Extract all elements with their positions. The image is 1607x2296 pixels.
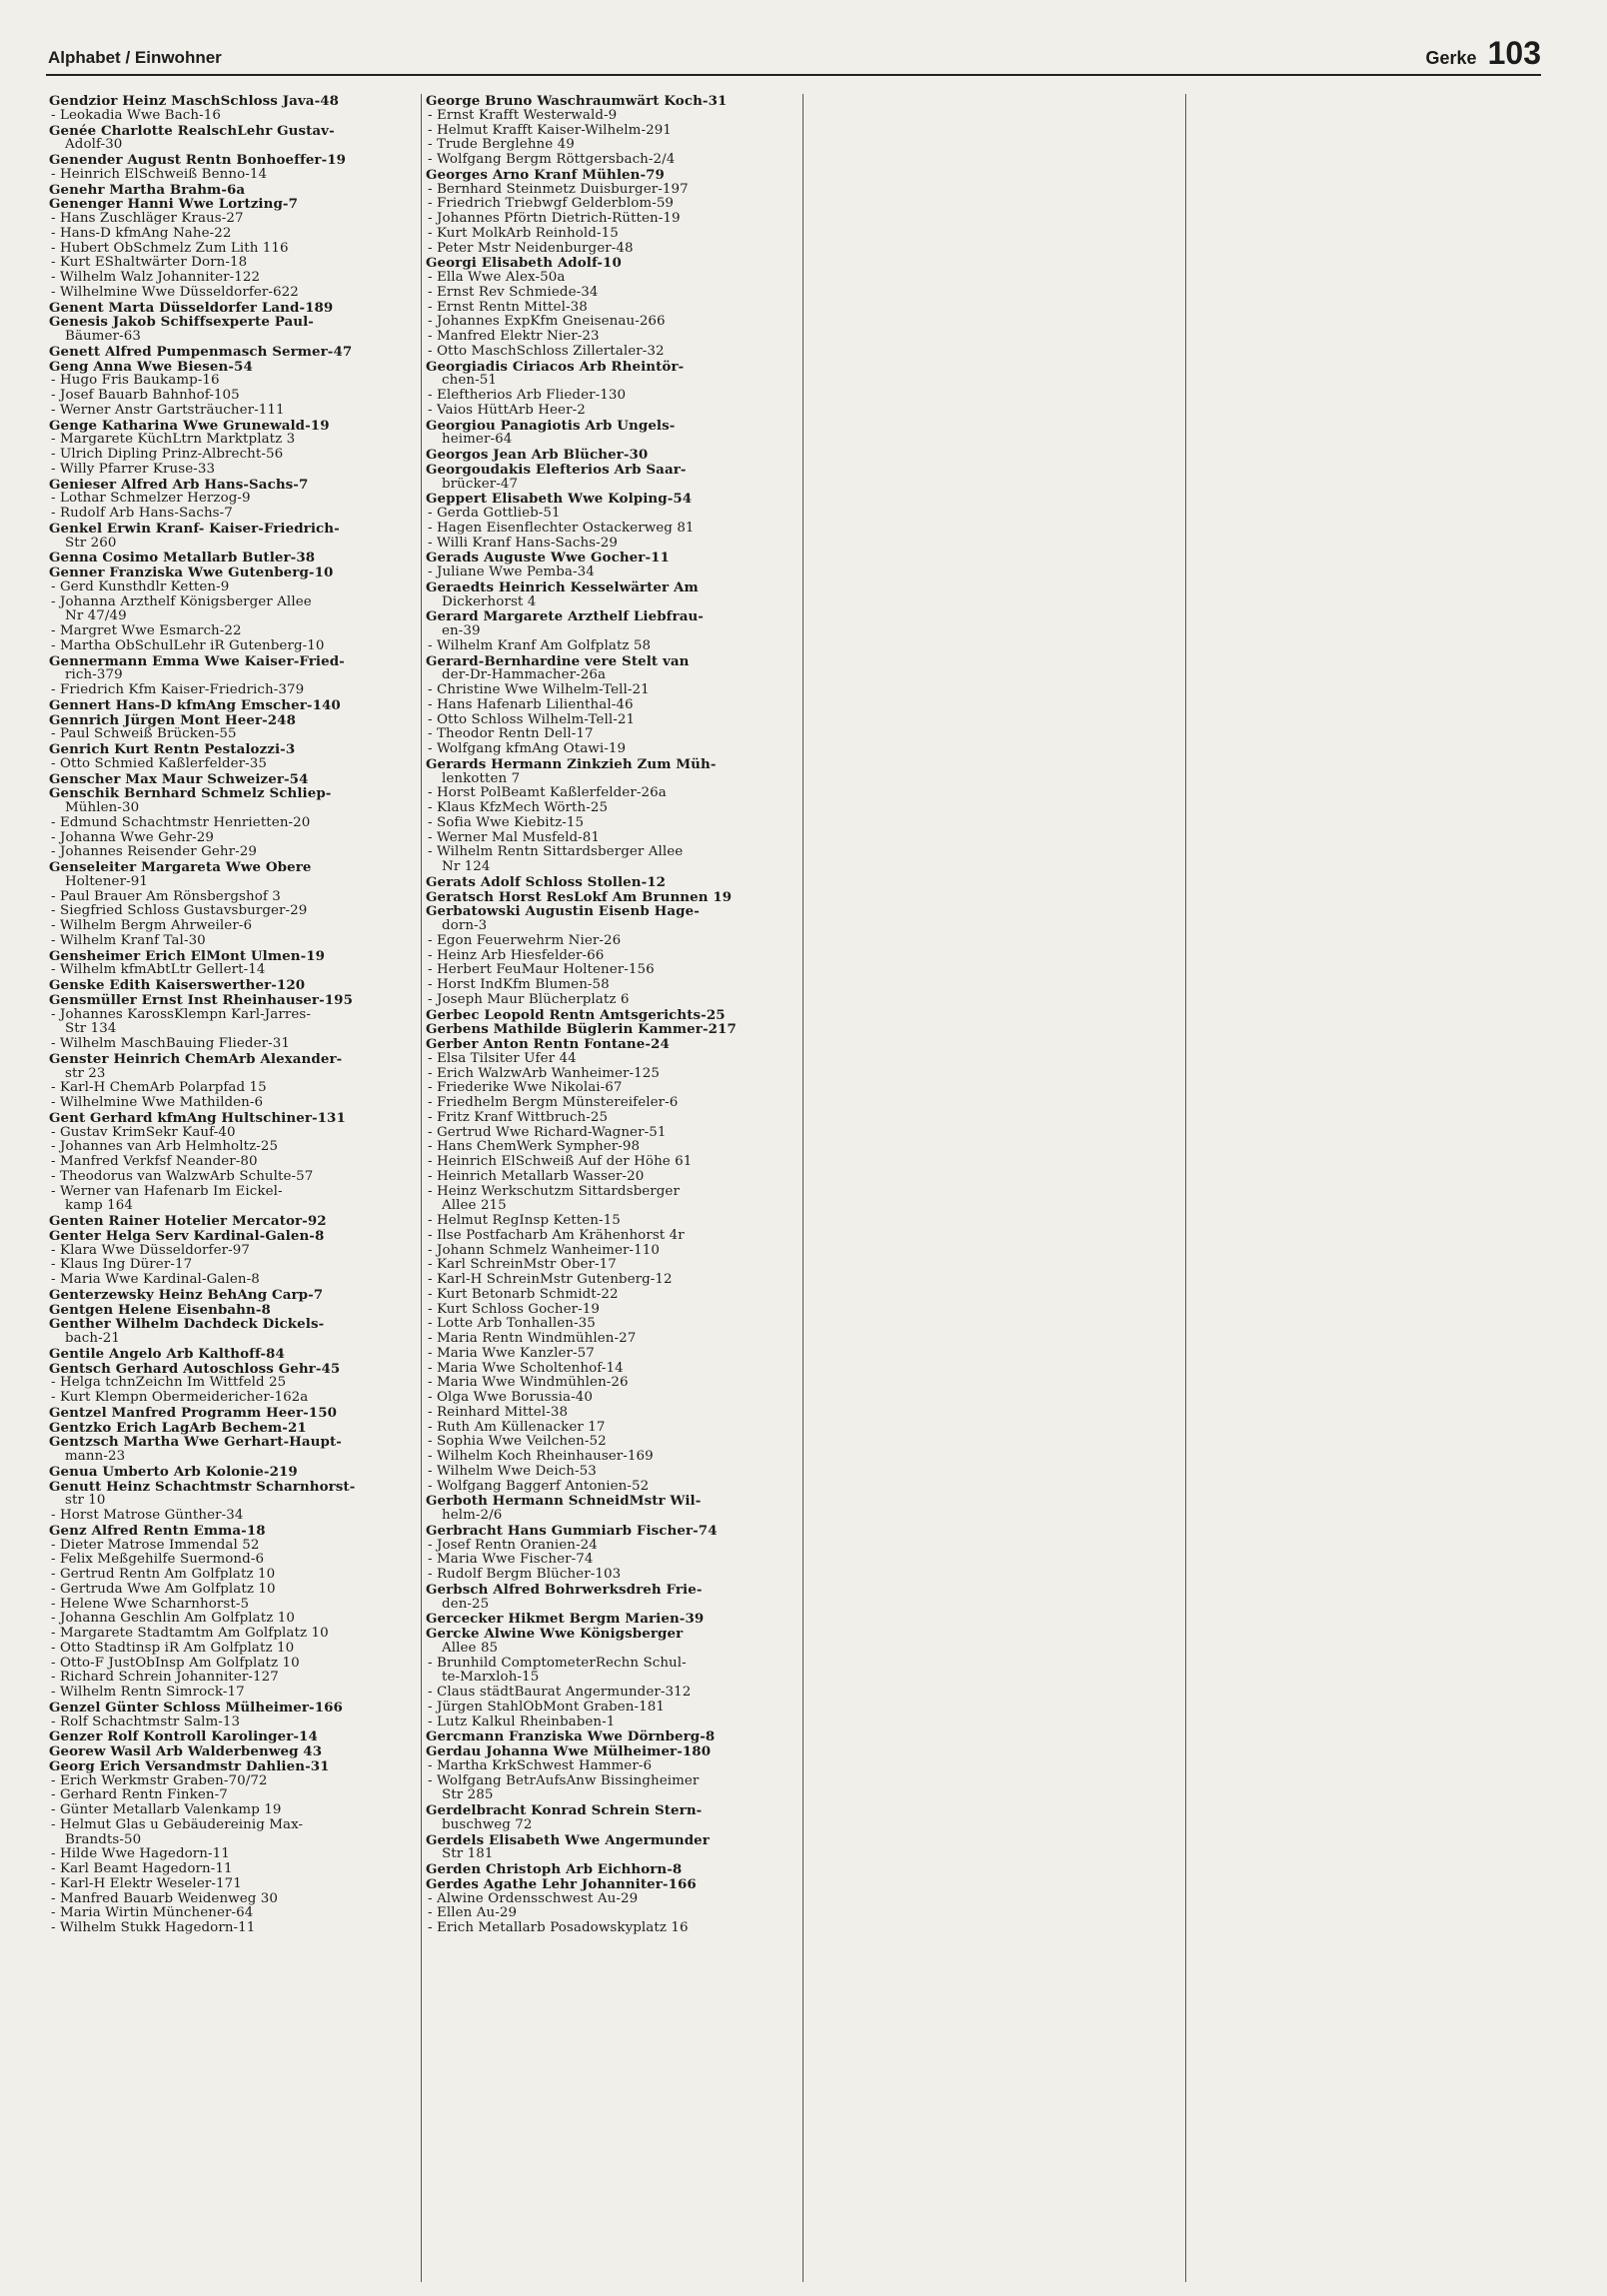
directory-entry: - Ella Wwe Alex-50a: [428, 271, 566, 285]
directory-entry: - Hans Hafenarb Lilienthal-46: [428, 697, 634, 712]
directory-entry: - Gertrud Wwe Richard-Wagner-51: [428, 1125, 667, 1140]
directory-entry: - Johannes KarossKlempn Karl-Jarres-: [51, 1007, 311, 1022]
directory-entry: - Elsa Tilsiter Ufer 44: [428, 1051, 577, 1066]
directory-entry: - Karl SchreinMstr Ober-17: [428, 1258, 617, 1273]
directory-entry: Gerards Hermann Zinkzieh Zum Müh-: [426, 756, 717, 772]
directory-entry: - Wolfgang Baggerf Antonien-52: [428, 1479, 650, 1494]
directory-entry: - Martha KrkSchwest Hammer-6: [428, 1758, 653, 1773]
directory-entry: - Friederike Wwe Nikolai-67: [428, 1081, 623, 1096]
directory-entry: - Wilhelmine Wwe Mathilden-6: [51, 1096, 264, 1110]
directory-entry: - Kurt Klempn Obermeidericher-162a: [51, 1391, 309, 1405]
directory-entry: Geraedts Heinrich Kesselwärter Am: [426, 579, 699, 595]
directory-entry: Genehr Martha Brahm-6a: [49, 182, 246, 198]
entry-continuation: Allee 215: [442, 1199, 507, 1214]
entry-continuation: Nr 124: [442, 860, 491, 874]
entry-continuation: den-25: [442, 1597, 490, 1612]
directory-entry: - Wilhelm Kranf Tal-30: [51, 933, 206, 948]
directory-entry: Georew Wasil Arb Walderbenweg 43: [49, 1744, 323, 1759]
directory-entry: - Kurt EShaltwärter Dorn-18: [51, 256, 248, 271]
directory-entry: - Werner Mal Musfeld-81: [428, 830, 601, 845]
entry-continuation: str 10: [65, 1494, 106, 1509]
directory-entry: - Ernst Rev Schmiede-34: [428, 285, 599, 300]
directory-entry: - Wilhelm MaschBauing Flieder-31: [51, 1037, 290, 1051]
directory-entry: Geratsch Horst ResLokf Am Brunnen 19: [426, 889, 733, 905]
directory-entry: - Leokadia Wwe Bach-16: [51, 108, 221, 123]
entry-continuation: mann-23: [65, 1450, 126, 1464]
directory-entry: Genner Franziska Wwe Gutenberg-10: [49, 566, 334, 580]
column-divider: [803, 94, 804, 2282]
directory-entry: - Erich Werkmstr Graben-70/72: [51, 1773, 268, 1788]
directory-entry: - Karl-H ChemArb Polarpfad 15: [51, 1081, 267, 1096]
directory-entry: Geppert Elisabeth Wwe Kolping-54: [426, 492, 693, 507]
directory-entry: - Felix Meßgehilfe Suermond-6: [51, 1553, 265, 1568]
directory-entry: - Wilhelm Stukk Hagedorn-11: [51, 1921, 256, 1935]
directory-entry: - Theodor Rentn Dell-17: [428, 727, 594, 742]
directory-entry: - Johanna Arzthelf Königsberger Allee: [51, 594, 312, 609]
directory-entry: - Gerd Kunsthdlr Ketten-9: [51, 579, 230, 594]
directory-entry: - Horst PolBeamt Kaßlerfelder-26a: [428, 786, 667, 801]
directory-entry: - Josef Rentn Oranien-24: [428, 1538, 598, 1553]
directory-entry: Georgiadis Ciriacos Arb Rheintör-: [426, 359, 685, 375]
directory-entry: - Rudolf Arb Hans-Sachs-7: [51, 507, 233, 521]
directory-entry: Genzel Günter Schloss Mülheimer-166: [49, 1700, 343, 1716]
directory-entry: - Richard Schrein Johanniter-127: [51, 1671, 279, 1686]
directory-entry: Gerard-Bernhardine vere Stelt van: [426, 653, 690, 669]
directory-entry: - Klara Wwe Düsseldorfer-97: [51, 1243, 250, 1258]
directory-entry: Genesis Jakob Schiffsexperte Paul-: [49, 315, 314, 330]
directory-entry: - Egon Feuerwehrm Nier-26: [428, 933, 622, 948]
directory-entry: Gerden Christoph Arb Eichhorn-8: [426, 1862, 683, 1877]
directory-entry: - Werner Anstr Gartsträucher-111: [51, 403, 285, 418]
directory-entry: - Maria Wwe Windmühlen-26: [428, 1376, 629, 1391]
column-divider: [1185, 94, 1186, 2282]
directory-entry: - Gertrud Rentn Am Golfplatz 10: [51, 1568, 276, 1582]
directory-entry: - Friedhelm Bergm Münstereifeler-6: [428, 1096, 679, 1110]
entry-continuation: chen-51: [442, 374, 497, 389]
directory-entry: - Helga tchnZeichn Im Wittfeld 25: [51, 1376, 287, 1391]
directory-entry: Gerdels Elisabeth Wwe Angermunder: [426, 1832, 710, 1848]
directory-entry: Georgi Elisabeth Adolf-10: [426, 256, 622, 271]
directory-entry: Gercmann Franziska Wwe Dörnberg-8: [426, 1729, 716, 1744]
directory-entry: - Eleftherios Arb Flieder-130: [428, 389, 627, 403]
directory-entry: Gentsch Gerhard Autoschloss Gehr-45: [49, 1361, 341, 1377]
directory-entry: Genscher Max Maur Schweizer-54: [49, 771, 309, 787]
directory-entry: Gerboth Hermann SchneidMstr Wil-: [426, 1494, 702, 1509]
directory-column-1: [49, 94, 419, 2282]
directory-entry: Genten Rainer Hotelier Mercator-92: [49, 1214, 327, 1229]
directory-entry: - Martha ObSchulLehr iR Gutenberg-10: [51, 638, 325, 653]
directory-entry: Genske Edith Kaiserswerther-120: [49, 978, 306, 993]
entry-continuation: Nr 47/49: [65, 609, 127, 624]
directory-entry: - Heinrich Metallarb Wasser-20: [428, 1169, 645, 1184]
directory-entry: - Helmut RegInsp Ketten-15: [428, 1214, 621, 1228]
directory-entry: Genterzewsky Heinz BehAng Carp-7: [49, 1287, 324, 1303]
directory-entry: - Margret Wwe Esmarch-22: [51, 624, 242, 638]
directory-entry: - Wilhelm Rentn Simrock-17: [51, 1686, 245, 1700]
entry-continuation: Str 181: [442, 1847, 494, 1862]
directory-entry: Genua Umberto Arb Kolonie-219: [49, 1464, 298, 1480]
directory-entry: - Theodorus van WalzwArb Schulte-57: [51, 1169, 314, 1184]
directory-entry: - Herbert FeuMaur Holtener-156: [428, 963, 655, 978]
directory-entry: - Gerda Gottlieb-51: [428, 507, 561, 521]
directory-entry: Gentzko Erich LagArb Bechem-21: [49, 1420, 307, 1436]
directory-entry: Gerdes Agathe Lehr Johanniter-166: [426, 1876, 697, 1892]
directory-entry: Genther Wilhelm Dachdeck Dickels-: [49, 1317, 325, 1332]
directory-entry: - Hans Zuschläger Kraus-27: [51, 212, 244, 226]
directory-entry: - Edmund Schachtmstr Henrietten-20: [51, 815, 311, 830]
directory-entry: - Paul Brauer Am Rönsbergshof 3: [51, 889, 281, 904]
directory-entry: - Helmut Krafft Kaiser-Wilhelm-291: [428, 123, 672, 138]
directory-entry: - Gerhard Rentn Finken-7: [51, 1788, 228, 1803]
directory-entry: - Klaus KfzMech Wörth-25: [428, 801, 609, 815]
directory-entry: - Otto-F JustObInsp Am Golfplatz 10: [51, 1656, 300, 1671]
directory-entry: - Josef Bauarb Bahnhof-105: [51, 389, 240, 403]
directory-entry: - Jürgen StahlObMont Graben-181: [428, 1700, 665, 1715]
directory-entry: - Joseph Maur Blücherplatz 6: [428, 992, 630, 1007]
directory-entry: - Karl-H Elektr Weseler-171: [51, 1876, 242, 1891]
directory-entry: Genent Marta Düsseldorfer Land-189: [49, 300, 334, 316]
directory-entry: Gerbec Leopold Rentn Amtsgerichts-25: [426, 1007, 726, 1023]
directory-entry: - Ellen Au-29: [428, 1906, 518, 1921]
directory-entry: - Karl Beamt Hagedorn-11: [51, 1862, 233, 1876]
directory-entry: - Otto Schloss Wilhelm-Tell-21: [428, 712, 636, 727]
directory-entry: Gerber Anton Rentn Fontane-24: [426, 1037, 670, 1052]
entry-continuation: Dickerhorst 4: [442, 594, 537, 609]
directory-entry: Georgoudakis Elefterios Arb Saar-: [426, 462, 687, 478]
directory-entry: Gerdau Johanna Wwe Mülheimer-180: [426, 1744, 712, 1759]
directory-entry: Gendzior Heinz MaschSchloss Java-48: [49, 94, 340, 109]
directory-entry: Genutt Heinz Schachtmstr Scharnhorst-: [49, 1479, 356, 1495]
directory-entry: Gentgen Helene Eisenbahn-8: [49, 1302, 271, 1318]
directory-entry: Gensmüller Ernst Inst Rheinhauser-195: [49, 992, 353, 1008]
directory-entry: - Margarete Stadtamtm Am Golfplatz 10: [51, 1627, 329, 1641]
entry-continuation: te-Marxloh-15: [442, 1671, 540, 1686]
directory-entry: - Gertruda Wwe Am Golfplatz 10: [51, 1582, 276, 1597]
directory-entry: - Maria Wwe Fischer-74: [428, 1553, 594, 1568]
directory-entry: - Vaios HüttArb Heer-2: [428, 403, 586, 418]
directory-entry: Genett Alfred Pumpenmasch Sermer-47: [49, 344, 353, 360]
entry-continuation: kamp 164: [65, 1199, 133, 1214]
entry-continuation: Bäumer-63: [65, 330, 141, 344]
directory-entry: Genna Cosimo Metallarb Butler-38: [49, 551, 316, 566]
running-head: [1425, 35, 1541, 72]
directory-entry: - Willi Kranf Hans-Sachs-29: [428, 536, 619, 551]
directory-entry: - Sophia Wwe Veilchen-52: [428, 1435, 607, 1450]
directory-entry: - Brunhild ComptometerRechn Schul-: [428, 1656, 687, 1671]
page-header: [46, 34, 1541, 76]
directory-entry: - Günter Metallarb Valenkamp 19: [51, 1803, 282, 1817]
directory-entry: - Margarete KüchLtrn Marktplatz 3: [51, 433, 296, 448]
directory-entry: - Hubert ObSchmelz Zum Lith 116: [51, 241, 289, 256]
directory-entry: - Wilhelm Wwe Deich-53: [428, 1464, 597, 1479]
directory-entry: - Bernhard Steinmetz Duisburger-197: [428, 182, 689, 197]
directory-entry: - Hilde Wwe Hagedorn-11: [51, 1847, 230, 1862]
directory-entry: - Claus städtBaurat Angermunder-312: [428, 1686, 692, 1700]
directory-entry: - Kurt Betonarb Schmidt-22: [428, 1287, 619, 1302]
directory-entry: - Johannes Reisender Gehr-29: [51, 845, 257, 860]
directory-entry: - Maria Wwe Kanzler-57: [428, 1346, 595, 1361]
directory-entry: - Heinrich ElSchweiß Auf der Höhe 61: [428, 1155, 693, 1169]
directory-entry: - Wilhelmine Wwe Düsseldorfer-622: [51, 285, 299, 300]
directory-entry: - Erich WalzwArb Wanheimer-125: [428, 1066, 661, 1081]
directory-entry: - Lothar Schmelzer Herzog-9: [51, 492, 251, 507]
entry-continuation: brücker-47: [442, 477, 519, 492]
directory-entry: Genseleiter Margareta Wwe Obere: [49, 860, 312, 875]
directory-entry: Gennermann Emma Wwe Kaiser-Fried-: [49, 653, 345, 669]
directory-entry: - Erich Metallarb Posadowskyplatz 16: [428, 1921, 689, 1935]
directory-entry: - Alwine Ordensschwest Au-29: [428, 1891, 639, 1906]
directory-entry: - Wolfgang Bergm Röttgersbach-2/4: [428, 153, 676, 167]
directory-entry: - Peter Mstr Neidenburger-48: [428, 241, 634, 256]
directory-entry: - Maria Wirtin Münchener-64: [51, 1906, 254, 1921]
directory-entry: Genée Charlotte RealschLehr Gustav-: [49, 123, 335, 139]
directory-entry: Gennrich Jürgen Mont Heer-248: [49, 712, 297, 728]
directory-entry: - Horst IndKfm Blumen-58: [428, 978, 610, 992]
directory-entry: - Ilse Postfacharb Am Krähenhorst 4r: [428, 1228, 685, 1243]
directory-entry: Gerard Margarete Arzthelf Liebfrau-: [426, 609, 704, 624]
directory-entry: - Wilhelm Bergm Ahrweiler-6: [51, 919, 253, 933]
directory-entry: - Rolf Schachtmstr Salm-13: [51, 1715, 241, 1729]
directory-entry: Gerads Auguste Wwe Gocher-11: [426, 551, 670, 566]
directory-entry: Gentile Angelo Arb Kalthoff-84: [49, 1346, 285, 1362]
entry-continuation: dorn-3: [442, 919, 488, 933]
directory-entry: - Wilhelm Rentn Sittardsberger Allee: [428, 845, 684, 860]
directory-entry: - Paul Schweiß Brücken-55: [51, 727, 237, 742]
directory-entry: - Dieter Matrose Immendal 52: [51, 1538, 260, 1553]
directory-entry: Gentzsch Martha Wwe Gerhart-Haupt-: [49, 1435, 342, 1450]
entry-continuation: Adolf-30: [65, 138, 123, 153]
directory-entry: - Heinz Arb Hiesfelder-66: [428, 948, 605, 963]
directory-entry: - Helene Wwe Scharnhorst-5: [51, 1597, 250, 1612]
directory-entry: Gerbens Mathilde Büglerin Kammer-217: [426, 1022, 737, 1037]
directory-entry: - Trude Berglehne 49: [428, 138, 575, 153]
directory-entry: Georges Arno Kranf Mühlen-79: [426, 167, 665, 183]
directory-entry: - Friedrich Triebwgf Gelderblom-59: [428, 197, 675, 212]
directory-entry: - Karl-H SchreinMstr Gutenberg-12: [428, 1273, 673, 1287]
directory-entry: Georgiou Panagiotis Arb Ungels-: [426, 418, 676, 434]
directory-entry: - Rudolf Bergm Blücher-103: [428, 1568, 622, 1582]
directory-entry: Georg Erich Versandmstr Dahlien-31: [49, 1758, 330, 1774]
entry-continuation: heimer-64: [442, 433, 513, 448]
directory-entry: - Wolfgang BetrAufsAnw Bissingheimer: [428, 1773, 700, 1788]
directory-entry: - Johann Schmelz Wanheimer-110: [428, 1243, 660, 1258]
entry-continuation: str 23: [65, 1066, 106, 1081]
directory-entry: Genter Helga Serv Kardinal-Galen-8: [49, 1228, 325, 1244]
directory-entry: Gerbatowski Augustin Eisenb Hage-: [426, 904, 700, 919]
directory-entry: Gercke Alwine Wwe Königsberger: [426, 1627, 684, 1642]
directory-entry: - Werner van Hafenarb Im Eickel-: [51, 1184, 283, 1199]
entry-continuation: Brandts-50: [65, 1832, 142, 1847]
directory-entry: - Hans-D kfmAng Nahe-22: [51, 226, 232, 241]
directory-entry: Georgos Jean Arb Blücher-30: [426, 448, 649, 463]
directory-entry: Gerdelbracht Konrad Schrein Stern-: [426, 1803, 703, 1818]
directory-entry: Geng Anna Wwe Biesen-54: [49, 359, 253, 375]
column-divider: [421, 94, 422, 2282]
entry-continuation: bach-21: [65, 1332, 120, 1346]
directory-entry: - Christine Wwe Wilhelm-Tell-21: [428, 683, 650, 697]
directory-entry: - Lotte Arb Tonhallen-35: [428, 1317, 596, 1332]
directory-entry: - Wilhelm Kranf Am Golfplatz 58: [428, 638, 652, 653]
directory-entry: Gerbsch Alfred Bohrwerksdreh Frie-: [426, 1582, 703, 1598]
directory-entry: - Hugo Fris Baukamp-16: [51, 374, 220, 389]
directory-entry: - Wilhelm Walz Johanniter-122: [51, 271, 261, 285]
directory-entry: - Otto Schmied Kaßlerfelder-35: [51, 756, 268, 771]
directory-entry: - Johanna Wwe Gehr-29: [51, 830, 215, 845]
directory-entry: - Hagen Eisenflechter Ostackerweg 81: [428, 521, 695, 536]
directory-entry: - Wilhelm Koch Rheinhauser-169: [428, 1450, 654, 1464]
directory-entry: - Manfred Bauarb Weidenweg 30: [51, 1891, 279, 1906]
directory-entry: Genzer Rolf Kontroll Karolinger-14: [49, 1729, 318, 1744]
entry-continuation: buschweg 72: [442, 1817, 533, 1832]
directory-entry: - Fritz Kranf Wittbruch-25: [428, 1110, 609, 1125]
directory-entry: - Gustav KrimSekr Kauf-40: [51, 1125, 236, 1140]
directory-entry: - Otto Stadtinsp iR Am Golfplatz 10: [51, 1641, 295, 1656]
entry-continuation: Str 285: [442, 1788, 494, 1803]
directory-entry: Genieser Alfred Arb Hans-Sachs-7: [49, 477, 309, 493]
directory-entry: Gerbracht Hans Gummiarb Fischer-74: [426, 1523, 718, 1539]
section-title: Alphabet / Einwohner: [48, 48, 222, 67]
directory-entry: Gentzel Manfred Programm Heer-150: [49, 1405, 338, 1421]
page-number: 103: [1487, 35, 1541, 71]
directory-entry: - Maria Rentn Windmühlen-27: [428, 1332, 637, 1346]
directory-entry: - Manfred Verkfsf Neander-80: [51, 1155, 258, 1169]
entry-continuation: rich-379: [65, 668, 123, 683]
directory-entry: - Reinhard Mittel-38: [428, 1405, 569, 1420]
directory-entry: - Ernst Krafft Westerwald-9: [428, 108, 618, 123]
directory-entry: Genge Katharina Wwe Grunewald-19: [49, 418, 330, 434]
entry-continuation: en-39: [442, 624, 481, 638]
directory-entry: Genender August Rentn Bonhoeffer-19: [49, 153, 347, 168]
directory-entry: - Lutz Kalkul Rheinbaben-1: [428, 1715, 616, 1729]
directory-entry: - Olga Wwe Borussia-40: [428, 1391, 593, 1405]
directory-entry: Genschik Bernhard Schmelz Schliep-: [49, 786, 332, 801]
directory-entry: - Maria Wwe Scholtenhof-14: [428, 1361, 624, 1376]
entry-continuation: lenkotten 7: [442, 771, 521, 786]
directory-entry: - Ulrich Dipling Prinz-Albrecht-56: [51, 448, 284, 462]
directory-entry: - Helmut Glas u Gebäudereinig Max-: [51, 1817, 304, 1832]
directory-entry: - Johannes Pförtn Dietrich-Rütten-19: [428, 212, 681, 226]
directory-entry: Gent Gerhard kfmAng Hultschiner-131: [49, 1110, 346, 1126]
directory-entry: - Manfred Elektr Nier-23: [428, 330, 600, 344]
directory-entry: Genkel Erwin Kranf- Kaiser-Friedrich-: [49, 521, 340, 537]
directory-entry: George Bruno Waschraumwärt Koch-31: [426, 94, 728, 109]
entry-continuation: Str 134: [65, 1022, 117, 1037]
directory-entry: - Juliane Wwe Pemba-34: [428, 566, 595, 579]
directory-entry: - Ernst Rentn Mittel-38: [428, 300, 588, 315]
directory-entry: - Ruth Am Küllenacker 17: [428, 1420, 606, 1435]
directory-entry: Genster Heinrich ChemArb Alexander-: [49, 1051, 343, 1067]
directory-entry: Gerats Adolf Schloss Stollen-12: [426, 874, 667, 890]
directory-entry: - Johanna Geschlin Am Golfplatz 10: [51, 1612, 295, 1627]
directory-entry: - Maria Wwe Kardinal-Galen-8: [51, 1273, 260, 1287]
directory-column-3: [809, 94, 1179, 2282]
directory-entry: - Horst Matrose Günther-34: [51, 1509, 244, 1523]
directory-entry: - Heinrich ElSchweiß Benno-14: [51, 167, 268, 182]
directory-entry: - Willy Pfarrer Kruse-33: [51, 462, 216, 477]
entry-continuation: Allee 85: [442, 1641, 499, 1656]
directory-entry: - Wilhelm kfmAbtLtr Gellert-14: [51, 963, 266, 978]
entry-continuation: der-Dr-Hammacher-26a: [442, 668, 607, 683]
running-head-keyword: Gerke: [1425, 48, 1477, 68]
directory-entry: - Klaus Ing Dürer-17: [51, 1258, 193, 1273]
directory-entry: Genz Alfred Rentn Emma-18: [49, 1523, 266, 1539]
entry-continuation: helm-2/6: [442, 1509, 503, 1523]
directory-column-4: [1191, 94, 1561, 2282]
directory-entry: - Johannes ExpKfm Gneisenau-266: [428, 315, 666, 330]
directory-entry: - Kurt MolkArb Reinhold-15: [428, 226, 619, 241]
directory-entry: - Heinz Werkschutzm Sittardsberger: [428, 1184, 680, 1199]
directory-entry: - Hans ChemWerk Sympher-98: [428, 1140, 641, 1155]
directory-entry: Gensheimer Erich ElMont Ulmen-19: [49, 948, 326, 964]
directory-entry: - Siegfried Schloss Gustavsburger-29: [51, 904, 308, 919]
directory-entry: Gercecker Hikmet Bergm Marien-39: [426, 1612, 705, 1627]
directory-entry: Genenger Hanni Wwe Lortzing-7: [49, 197, 298, 212]
directory-entry: - Johannes van Arb Helmholtz-25: [51, 1140, 279, 1155]
directory-entry: - Kurt Schloss Gocher-19: [428, 1302, 600, 1317]
directory-entry: - Sofia Wwe Kiebitz-15: [428, 815, 585, 830]
entry-continuation: Str 260: [65, 536, 117, 551]
directory-entry: Genrich Kurt Rentn Pestalozzi-3: [49, 742, 296, 757]
entry-continuation: Holtener-91: [65, 874, 148, 889]
directory-entry: - Wolfgang kfmAng Otawi-19: [428, 742, 627, 756]
directory-entry: - Otto MaschSchloss Zillertaler-32: [428, 344, 665, 359]
directory-entry: Gennert Hans-D kfmAng Emscher-140: [49, 697, 341, 713]
directory-column-2: [426, 94, 796, 2282]
directory-entry: - Friedrich Kfm Kaiser-Friedrich-379: [51, 683, 305, 697]
entry-continuation: Mühlen-30: [65, 801, 140, 815]
